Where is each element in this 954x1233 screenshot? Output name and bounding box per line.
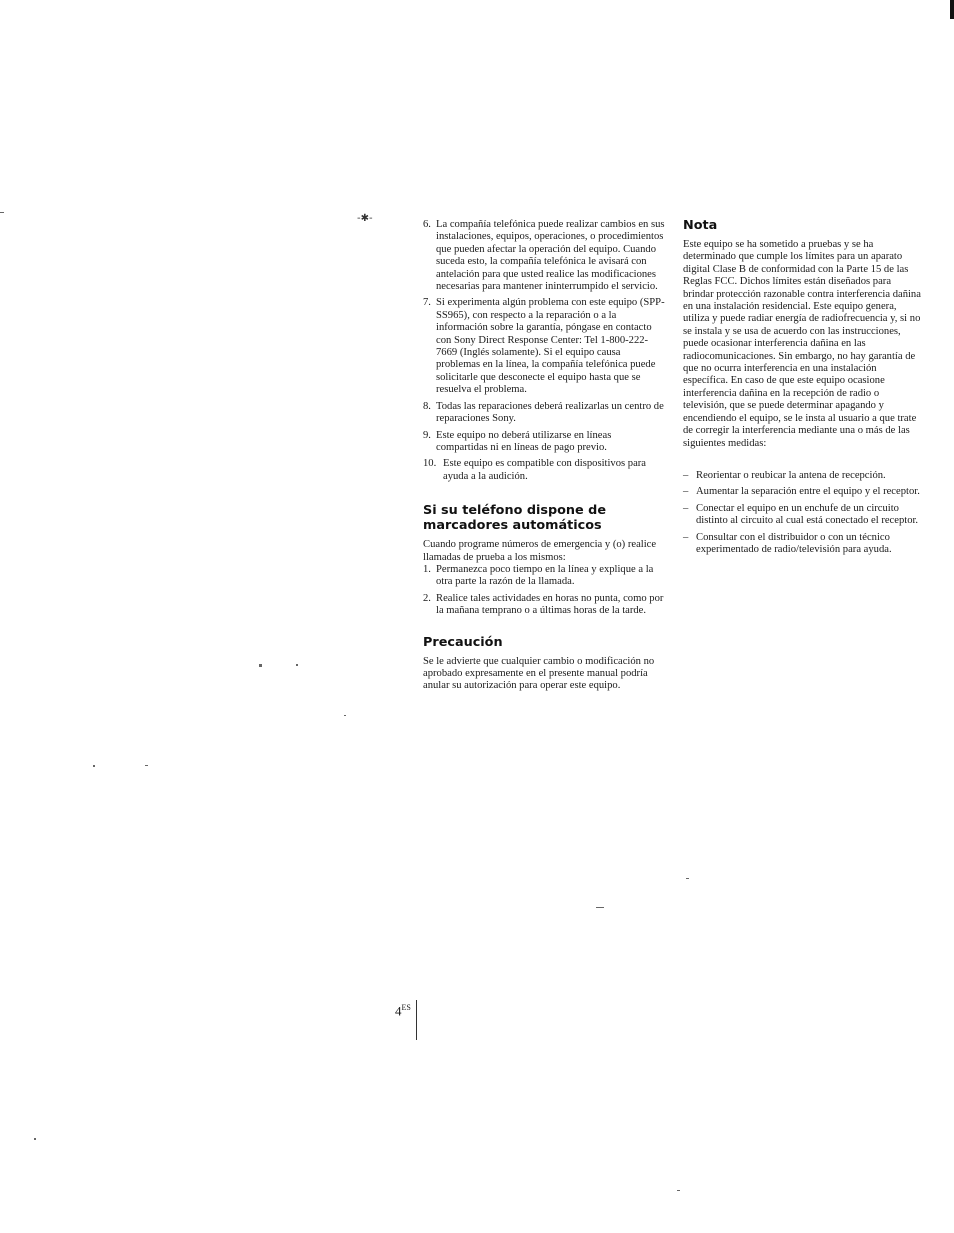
list-item: 10. Este equipo es compatible con dispositivos para ayuda a la audición. xyxy=(423,458,647,482)
precaucion-text: Se le advierte que cualquier cambio o modificación no aprobado expresamente en el presente manual podría anular su autorización para operar este equipo. xyxy=(423,655,655,692)
scan-speck xyxy=(0,212,4,213)
right-column xyxy=(683,218,923,560)
list-item: – Reorientar o reubicar la antena de recepción. xyxy=(683,469,886,481)
list-item: – Aumentar la separación entre el equipo y el receptor. xyxy=(683,486,920,498)
list-item: 2. Realice tales actividades en horas no punta, como por la mañana temprano o a últimas horas de la tarde. xyxy=(423,592,664,617)
registration-mark: -✱- xyxy=(357,213,373,224)
scan-speck xyxy=(296,664,298,666)
section-heading-marcadores: Si su teléfono dispone de marcadores automáticos xyxy=(423,503,607,534)
list-item: 6. La compañía telefónica puede realizar cambios en sus instalaciones, equipos, operaciones, o procedimientos que pueden afectar la operación del equipo. Cuando suceda esto, la compañía telefónica le avisará con antelación para que usted realice las modificaciones necesarias para mantener ininterrumpido el servicio. xyxy=(423,219,665,293)
regulations-list xyxy=(423,219,665,483)
scan-speck xyxy=(686,878,689,879)
interference-measures-list xyxy=(683,470,923,556)
scan-speck xyxy=(145,765,148,766)
list-item: 1. Permanezca poco tiempo en la línea y explique a la otra parte la razón de la llamada. xyxy=(423,563,654,588)
marcadores-steps xyxy=(423,564,665,618)
list-item: – Conectar el equipo en un enchufe de un circuito distinto al circuito al cual está conectado el receptor. xyxy=(683,502,919,527)
list-item: 7. Si experimenta algún problema con este equipo (SPP-SS965), con respecto a la reparación o a la información sobre la garantía, póngase en contacto con Sony Direct Response Center: Tel 1-800-222-7669 (Inglés solamente). Si el equipo causa problemas en la línea, la compañía telefónica puede solicitarle que desconecte el equipo hasta que se resuelva el problema. xyxy=(423,297,665,396)
marcadores-intro: Cuando programe números de emergencia y (o) realice llamadas de prueba a los mismos: xyxy=(423,539,657,563)
scan-speck xyxy=(93,765,95,767)
scan-speck xyxy=(596,907,604,908)
left-column xyxy=(423,219,665,693)
section-heading-nota: Nota xyxy=(683,218,718,233)
list-item: – Consultar con el distribuidor o con un técnico experimentado de radio/televisión para ayuda. xyxy=(683,531,892,555)
list-item: 8. Todas las reparaciones deberá realizarlas un centro de reparaciones Sony. xyxy=(423,400,664,425)
scan-speck xyxy=(677,1190,680,1191)
page-number-rule xyxy=(416,1000,417,1040)
section-heading-precaucion: Precaución xyxy=(423,634,503,650)
nota-text: Este equipo se ha sometido a pruebas y se ha determinado que cumple los límites para un aparato digital Clase B de conformidad con la Parte 15 de las Reglas FCC. Dichos límites están diseñados para brindar protección razonable contra interferencia dañina en una instalación residencial. Este equipo genera, utiliza y puede radiar energía de radiofrecuencia y, si no se instala y se usa de acuerdo con las instrucciones, puede ocasionar interferencia dañina en las radiocomunicaciones. Sin embargo, no hay garantía de que no ocurra interferencia en una instalación específica. En caso de que este equipo ocasione interferencia dañina en la recepción de radio o televisión, que se puede determinar apagando y encendiendo el equipo, se le insta al usuario a que trate de corregir la interferencia mediante una o más de las siguientes medidas: xyxy=(683,239,921,449)
scan-edge-mark xyxy=(950,0,954,19)
page-number: $4^{ES}$ xyxy=(395,1003,411,1019)
scan-speck xyxy=(34,1138,36,1140)
list-item: 9. Este equipo no deberá utilizarse en líneas compartidas ni en líneas de pago previo. xyxy=(423,429,612,453)
scan-speck xyxy=(344,715,346,716)
scan-speck xyxy=(259,664,262,667)
